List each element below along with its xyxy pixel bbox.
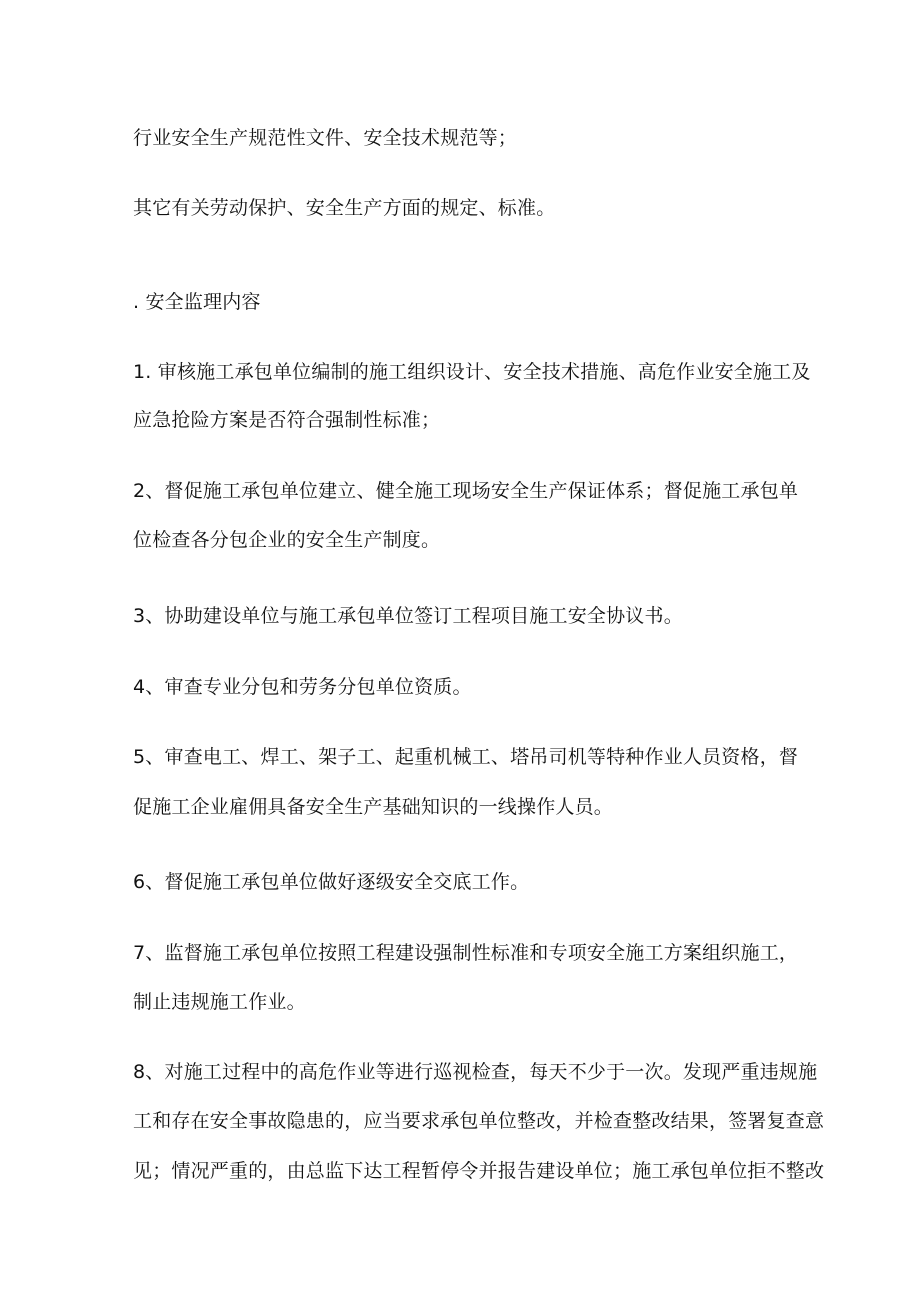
item-8-line-2: 工和存在安全事故隐患的，应当要求承包单位整改，并检查整改结果，签署复查意 xyxy=(133,1110,825,1132)
text-line-regulations: 行业安全生产规范性文件、安全技术规范等； xyxy=(133,127,518,149)
item-6-line-1: 6、督促施工承包单位做好逐级安全交底工作。 xyxy=(133,871,530,893)
item-2-line-1: 2、督促施工承包单位建立、健全施工现场安全生产保证体系；督促施工承包单 xyxy=(133,480,799,502)
item-8-line-3: 见；情况严重的，由总监下达工程暂停令并报告建设单位；施工承包单位拒不整改 xyxy=(133,1160,825,1182)
item-2-line-2: 位检查各分包企业的安全生产制度。 xyxy=(133,529,441,551)
item-5-line-2: 促施工企业雇佣具备安全生产基础知识的一线操作人员。 xyxy=(133,796,614,818)
item-1-line-1: 1. 审核施工承包单位编制的施工组织设计、安全技术措施、高危作业安全施工及 xyxy=(133,361,811,383)
item-5-line-1: 5、审查电工、焊工、架子工、起重机械工、塔吊司机等特种作业人员资格，督 xyxy=(133,746,799,768)
text-line-other-standards: 其它有关劳动保护、安全生产方面的规定、标准。 xyxy=(133,197,556,219)
item-8-line-1: 8、对施工过程中的高危作业等进行巡视检查，每天不少于一次。发现严重违规施 xyxy=(133,1061,818,1083)
item-3-line-1: 3、协助建设单位与施工承包单位签订工程项目施工安全协议书。 xyxy=(133,605,683,627)
item-4-line-1: 4、审查专业分包和劳务分包单位资质。 xyxy=(133,676,472,698)
item-1-line-2: 应急抢险方案是否符合强制性标准； xyxy=(133,409,441,431)
item-7-line-2: 制止违规施工作业。 xyxy=(133,991,306,1013)
item-7-line-1: 7、监督施工承包单位按照工程建设强制性标准和专项安全施工方案组织施工， xyxy=(133,942,799,964)
section-heading: . 安全监理内容 xyxy=(133,291,261,313)
